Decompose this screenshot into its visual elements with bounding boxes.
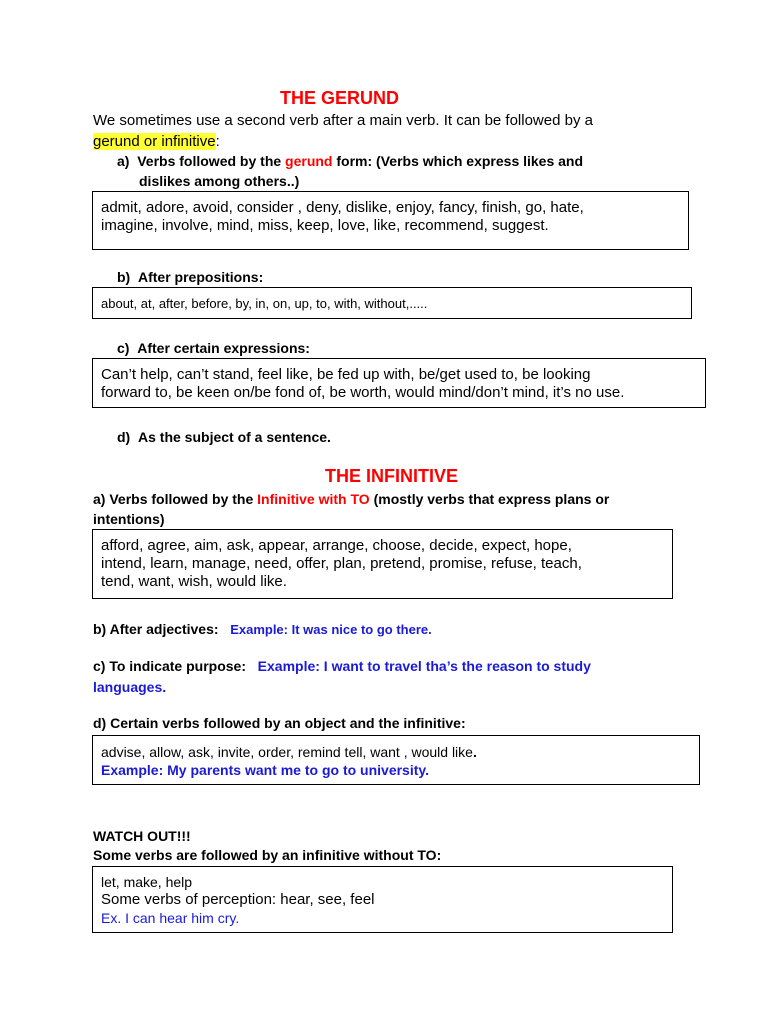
infinitive-a-heading-line2: intentions): [93, 511, 165, 527]
infinitive-d-box-line1-end: .: [472, 744, 477, 760]
infinitive-c-example-line2: languages.: [93, 679, 167, 695]
gerund-c-box: [92, 358, 706, 408]
infinitive-c-heading: [93, 656, 591, 676]
infinitive-d-box: [92, 735, 700, 785]
infinitive-a-box-line3: tend, want, wish, would like.: [101, 573, 287, 590]
gerund-a-heading: [117, 151, 583, 171]
watch-out-box-line1: let, make, help: [101, 874, 193, 890]
gerund-a-heading-line2: dislikes among others..): [139, 173, 300, 189]
marker-a: a): [117, 153, 130, 169]
infinitive-a-heading: [93, 489, 609, 509]
infinitive-d-box-line1: advise, allow, ask, invite, order, remind tell, want , would like: [101, 744, 473, 760]
gerund-a-red: gerund: [285, 153, 333, 169]
gerund-b-text: After prepositions:: [138, 269, 264, 285]
gerund-c-text: After certain expressions:: [137, 340, 310, 356]
infinitive-d-heading: d) Certain verbs followed by an object and the infinitive:: [93, 715, 466, 731]
gerund-intro: [93, 110, 673, 152]
infinitive-a-box: [92, 529, 673, 599]
gerund-c-heading: [117, 338, 310, 358]
watch-out-subtitle: Some verbs are followed by an infinitive without TO:: [93, 847, 442, 863]
infinitive-d-box-example: Example: My parents want me to go to university.: [101, 762, 430, 778]
gerund-b-box: [92, 287, 692, 319]
gerund-title: THE GERUND: [280, 88, 400, 108]
gerund-a-box-line1: admit, adore, avoid, consider , deny, dislike, enjoy, fancy, finish, go, hate,: [101, 199, 584, 216]
watch-out-title: WATCH OUT!!!: [93, 828, 191, 844]
watch-out-box: [92, 866, 673, 933]
intro-highlight: gerund or infinitive: [93, 133, 216, 150]
infinitive-a-box-line2: intend, learn, manage, need, offer, plan, pretend, promise, refuse, teach,: [101, 555, 582, 572]
gerund-a-pre: Verbs followed by the: [137, 153, 286, 169]
watch-out-box-example: Ex. I can hear him cry.: [101, 910, 240, 926]
watch-out-box-line2: Some verbs of perception: hear, see, feel: [101, 891, 375, 908]
intro-text: We sometimes use a second verb after a main verb. It can be followed by a: [93, 112, 593, 129]
infinitive-title: THE INFINITIVE: [325, 466, 459, 486]
gerund-d-heading: [117, 427, 331, 447]
gerund-b-heading: [117, 267, 263, 287]
intro-colon: :: [215, 133, 220, 150]
infinitive-b-example: Example: It was nice to go there.: [230, 622, 432, 637]
infinitive-c-example: Example: I want to travel tha’s the reason to study: [257, 658, 591, 674]
infinitive-b-heading: [93, 619, 432, 640]
infinitive-a-pre: a) Verbs followed by the: [93, 491, 258, 507]
marker-c: c): [117, 340, 130, 356]
gerund-a-box-line2: imagine, involve, mind, miss, keep, love, like, recommend, suggest.: [101, 217, 549, 234]
marker-b: b): [117, 269, 131, 285]
gerund-c-box-line2: forward to, be keen on/be fond of, be worth, would mind/don’t mind, it’s no use.: [101, 384, 625, 401]
gerund-d-text: As the subject of a sentence.: [138, 429, 331, 445]
infinitive-a-post: (mostly verbs that express plans or: [369, 491, 610, 507]
gerund-a-post: form: (Verbs which express likes and: [332, 153, 584, 169]
infinitive-a-red: Infinitive with TO: [257, 491, 370, 507]
gerund-b-box-line1: about, at, after, before, by, in, on, up, to, with, without,.....: [101, 296, 428, 311]
gerund-a-box: [92, 191, 689, 250]
infinitive-b-text: b) After adjectives:: [93, 621, 219, 637]
infinitive-a-box-line1: afford, agree, aim, ask, appear, arrange, choose, decide, expect, hope,: [101, 537, 572, 554]
gerund-c-box-line1: Can’t help, can’t stand, feel like, be fed up with, be/get used to, be looking: [101, 366, 591, 383]
marker-d: d): [117, 429, 131, 445]
infinitive-c-text: c) To indicate purpose:: [93, 658, 246, 674]
